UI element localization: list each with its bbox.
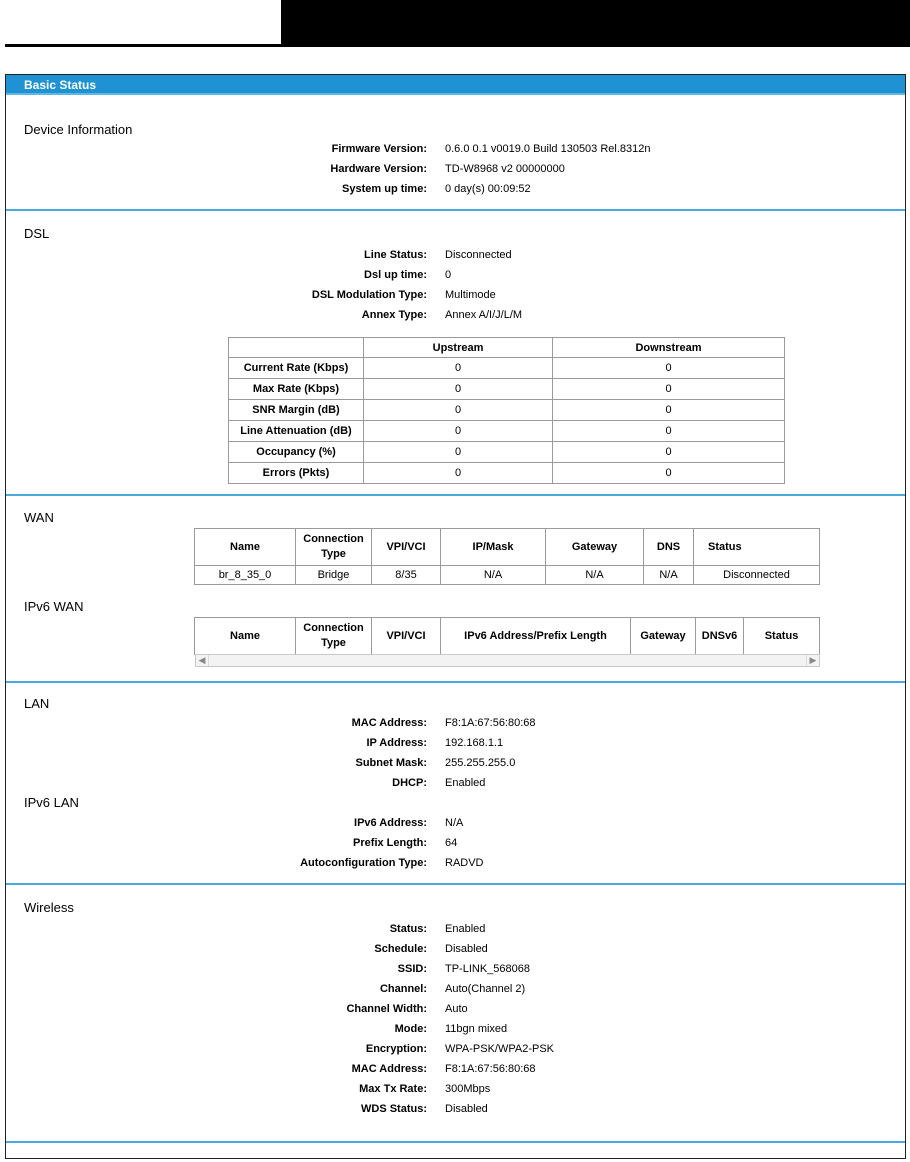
kv-row bbox=[6, 833, 905, 853]
table-header-row bbox=[229, 338, 785, 358]
section-title-ipv6-wan: IPv6 WAN bbox=[24, 599, 84, 614]
kv-label: Schedule: bbox=[374, 943, 427, 955]
row-label: Errors (Pkts) bbox=[229, 463, 364, 484]
kv-value: 0 bbox=[445, 269, 452, 281]
kv-label: Firmware Version: bbox=[331, 143, 427, 155]
kv-row bbox=[6, 713, 905, 733]
kv-label: Subnet Mask: bbox=[355, 757, 427, 769]
table-cell: 0 bbox=[364, 400, 553, 421]
kv-value: Enabled bbox=[445, 777, 486, 789]
table-cell: 0 bbox=[553, 400, 785, 421]
page-title: Basic Status bbox=[6, 75, 905, 95]
kv-value: 0.6.0 0.1 v0019.0 Build 130503 Rel.8312n bbox=[445, 143, 651, 155]
kv-value: Enabled bbox=[445, 923, 486, 935]
table-cell: N/A bbox=[441, 566, 546, 585]
kv-value: N/A bbox=[445, 817, 464, 829]
kv-value: WPA-PSK/WPA2-PSK bbox=[445, 1043, 555, 1055]
kv-row bbox=[6, 139, 905, 159]
table-cell: Disconnected bbox=[694, 566, 820, 585]
kv-label: Encryption: bbox=[365, 1043, 427, 1055]
kv-value: Disconnected bbox=[445, 249, 512, 261]
table-header: Name bbox=[195, 529, 296, 566]
table-cell: 0 bbox=[364, 379, 553, 400]
section-divider bbox=[6, 883, 905, 885]
kv-label: Dsl up time: bbox=[364, 269, 427, 281]
table-header: VPI/VCI bbox=[372, 618, 441, 655]
row-label: Max Rate (Kbps) bbox=[229, 379, 364, 400]
kv-value: 300Mbps bbox=[445, 1083, 491, 1095]
dsl-rate-table bbox=[228, 337, 785, 484]
kv-row bbox=[6, 939, 905, 959]
kv-value: 0 day(s) 00:09:52 bbox=[445, 183, 531, 195]
table-row bbox=[229, 421, 785, 442]
table-header bbox=[229, 338, 364, 358]
table-header: Gateway bbox=[546, 529, 644, 566]
table-cell: 0 bbox=[364, 463, 553, 484]
kv-value: RADVD bbox=[445, 857, 484, 869]
table-cell: N/A bbox=[644, 566, 694, 585]
section-title-device: Device Information bbox=[24, 122, 133, 137]
kv-label: MAC Address: bbox=[351, 717, 427, 729]
kv-value: 64 bbox=[445, 837, 458, 849]
kv-label: DHCP: bbox=[392, 777, 427, 789]
table-cell: 0 bbox=[553, 442, 785, 463]
kv-value: Multimode bbox=[445, 289, 496, 301]
kv-label: WDS Status: bbox=[361, 1103, 427, 1115]
row-label: Occupancy (%) bbox=[229, 442, 364, 463]
kv-label: Hardware Version: bbox=[330, 163, 427, 175]
table-header: Upstream bbox=[364, 338, 553, 358]
table-cell: 0 bbox=[553, 421, 785, 442]
table-row bbox=[229, 358, 785, 379]
kv-row bbox=[6, 1039, 905, 1059]
section-title-wan: WAN bbox=[24, 510, 54, 525]
kv-row bbox=[6, 305, 905, 325]
section-divider bbox=[6, 494, 905, 496]
kv-row bbox=[6, 959, 905, 979]
kv-label: IPv6 Address: bbox=[354, 817, 427, 829]
kv-row bbox=[6, 1079, 905, 1099]
kv-label: MAC Address: bbox=[351, 1063, 427, 1075]
kv-value: 11bgn mixed bbox=[445, 1023, 508, 1035]
table-header: Status bbox=[744, 618, 820, 655]
row-label: Line Attenuation (dB) bbox=[229, 421, 364, 442]
kv-label: Max Tx Rate: bbox=[359, 1083, 427, 1095]
kv-label: SSID: bbox=[397, 963, 427, 975]
kv-label: Annex Type: bbox=[361, 309, 427, 321]
table-cell: br_8_35_0 bbox=[195, 566, 296, 585]
kv-row bbox=[6, 979, 905, 999]
kv-value: F8:1A:67:56:80:68 bbox=[445, 1063, 536, 1075]
section-divider bbox=[6, 1141, 905, 1143]
kv-row bbox=[6, 179, 905, 199]
kv-row bbox=[6, 1019, 905, 1039]
kv-label: Status: bbox=[389, 923, 427, 935]
kv-value: F8:1A:67:56:80:68 bbox=[445, 717, 536, 729]
table-header: VPI/VCI bbox=[372, 529, 441, 566]
banner-black-block bbox=[281, 0, 910, 47]
kv-value: Annex A/I/J/L/M bbox=[445, 309, 523, 321]
table-header: IP/Mask bbox=[441, 529, 546, 566]
table-cell: 0 bbox=[553, 379, 785, 400]
section-title-wireless: Wireless bbox=[24, 900, 74, 915]
kv-value: TD-W8968 v2 00000000 bbox=[445, 163, 565, 175]
table-header: Name bbox=[195, 618, 296, 655]
kv-row bbox=[6, 919, 905, 939]
kv-value: 192.168.1.1 bbox=[445, 737, 504, 749]
kv-value: Disabled bbox=[445, 943, 488, 955]
kv-row bbox=[6, 813, 905, 833]
kv-row bbox=[6, 265, 905, 285]
kv-row bbox=[6, 999, 905, 1019]
kv-label: System up time: bbox=[342, 183, 427, 195]
table-cell: 8/35 bbox=[372, 566, 441, 585]
table-row bbox=[229, 379, 785, 400]
scroll-left-arrow-icon[interactable]: ◀ bbox=[196, 655, 209, 666]
section-title-dsl: DSL bbox=[24, 226, 50, 241]
kv-row bbox=[6, 853, 905, 873]
table-header: Connection Type bbox=[296, 529, 372, 566]
kv-value: TP-LINK_568068 bbox=[445, 963, 530, 975]
table-row bbox=[229, 400, 785, 421]
table-header: IPv6 Address/Prefix Length bbox=[441, 618, 631, 655]
section-title-lan: LAN bbox=[24, 696, 50, 711]
kv-label: Line Status: bbox=[364, 249, 427, 261]
table-header-row bbox=[195, 529, 820, 566]
wan-table bbox=[194, 528, 820, 585]
section-divider bbox=[6, 209, 905, 211]
table-row bbox=[229, 463, 785, 484]
row-label: SNR Margin (dB) bbox=[229, 400, 364, 421]
kv-row bbox=[6, 159, 905, 179]
kv-row bbox=[6, 773, 905, 793]
kv-row bbox=[6, 753, 905, 773]
table-cell: 0 bbox=[364, 358, 553, 379]
kv-row bbox=[6, 1059, 905, 1079]
top-banner bbox=[0, 0, 910, 50]
table-cell: N/A bbox=[546, 566, 644, 585]
kv-label: IP Address: bbox=[366, 737, 427, 749]
table-header: DNSv6 bbox=[696, 618, 744, 655]
table-header: Gateway bbox=[631, 618, 696, 655]
section-title-ipv6-lan: IPv6 LAN bbox=[24, 795, 79, 810]
kv-value: Disabled bbox=[445, 1103, 488, 1115]
kv-label: Autoconfiguration Type: bbox=[300, 857, 427, 869]
kv-label: Channel: bbox=[379, 983, 427, 995]
ipv6-wan-table bbox=[194, 617, 820, 655]
table-cell: 0 bbox=[364, 442, 553, 463]
kv-value: Auto bbox=[445, 1003, 468, 1015]
kv-label: Channel Width: bbox=[346, 1003, 427, 1015]
table-cell: 0 bbox=[553, 463, 785, 484]
table-cell: 0 bbox=[553, 358, 785, 379]
table-row bbox=[195, 566, 820, 585]
table-header: Downstream bbox=[553, 338, 785, 358]
table-cell: Bridge bbox=[296, 566, 372, 585]
kv-value: 255.255.255.0 bbox=[445, 757, 516, 769]
kv-row bbox=[6, 245, 905, 265]
kv-row bbox=[6, 733, 905, 753]
kv-value: Auto(Channel 2) bbox=[445, 983, 526, 995]
scroll-right-arrow-icon[interactable]: ▶ bbox=[806, 655, 819, 666]
section-divider bbox=[6, 681, 905, 683]
table-cell: 0 bbox=[364, 421, 553, 442]
kv-row bbox=[6, 285, 905, 305]
banner-underline bbox=[5, 44, 281, 47]
table-row bbox=[229, 442, 785, 463]
table-header: Status bbox=[694, 529, 820, 566]
table-header-row bbox=[195, 618, 820, 655]
row-label: Current Rate (Kbps) bbox=[229, 358, 364, 379]
kv-row bbox=[6, 1099, 905, 1119]
kv-label: Prefix Length: bbox=[353, 837, 427, 849]
table-header: Connection Type bbox=[296, 618, 372, 655]
status-panel bbox=[5, 74, 906, 1159]
horizontal-scrollbar[interactable] bbox=[195, 654, 820, 667]
table-header: DNS bbox=[644, 529, 694, 566]
kv-label: DSL Modulation Type: bbox=[311, 289, 427, 301]
kv-label: Mode: bbox=[394, 1023, 427, 1035]
